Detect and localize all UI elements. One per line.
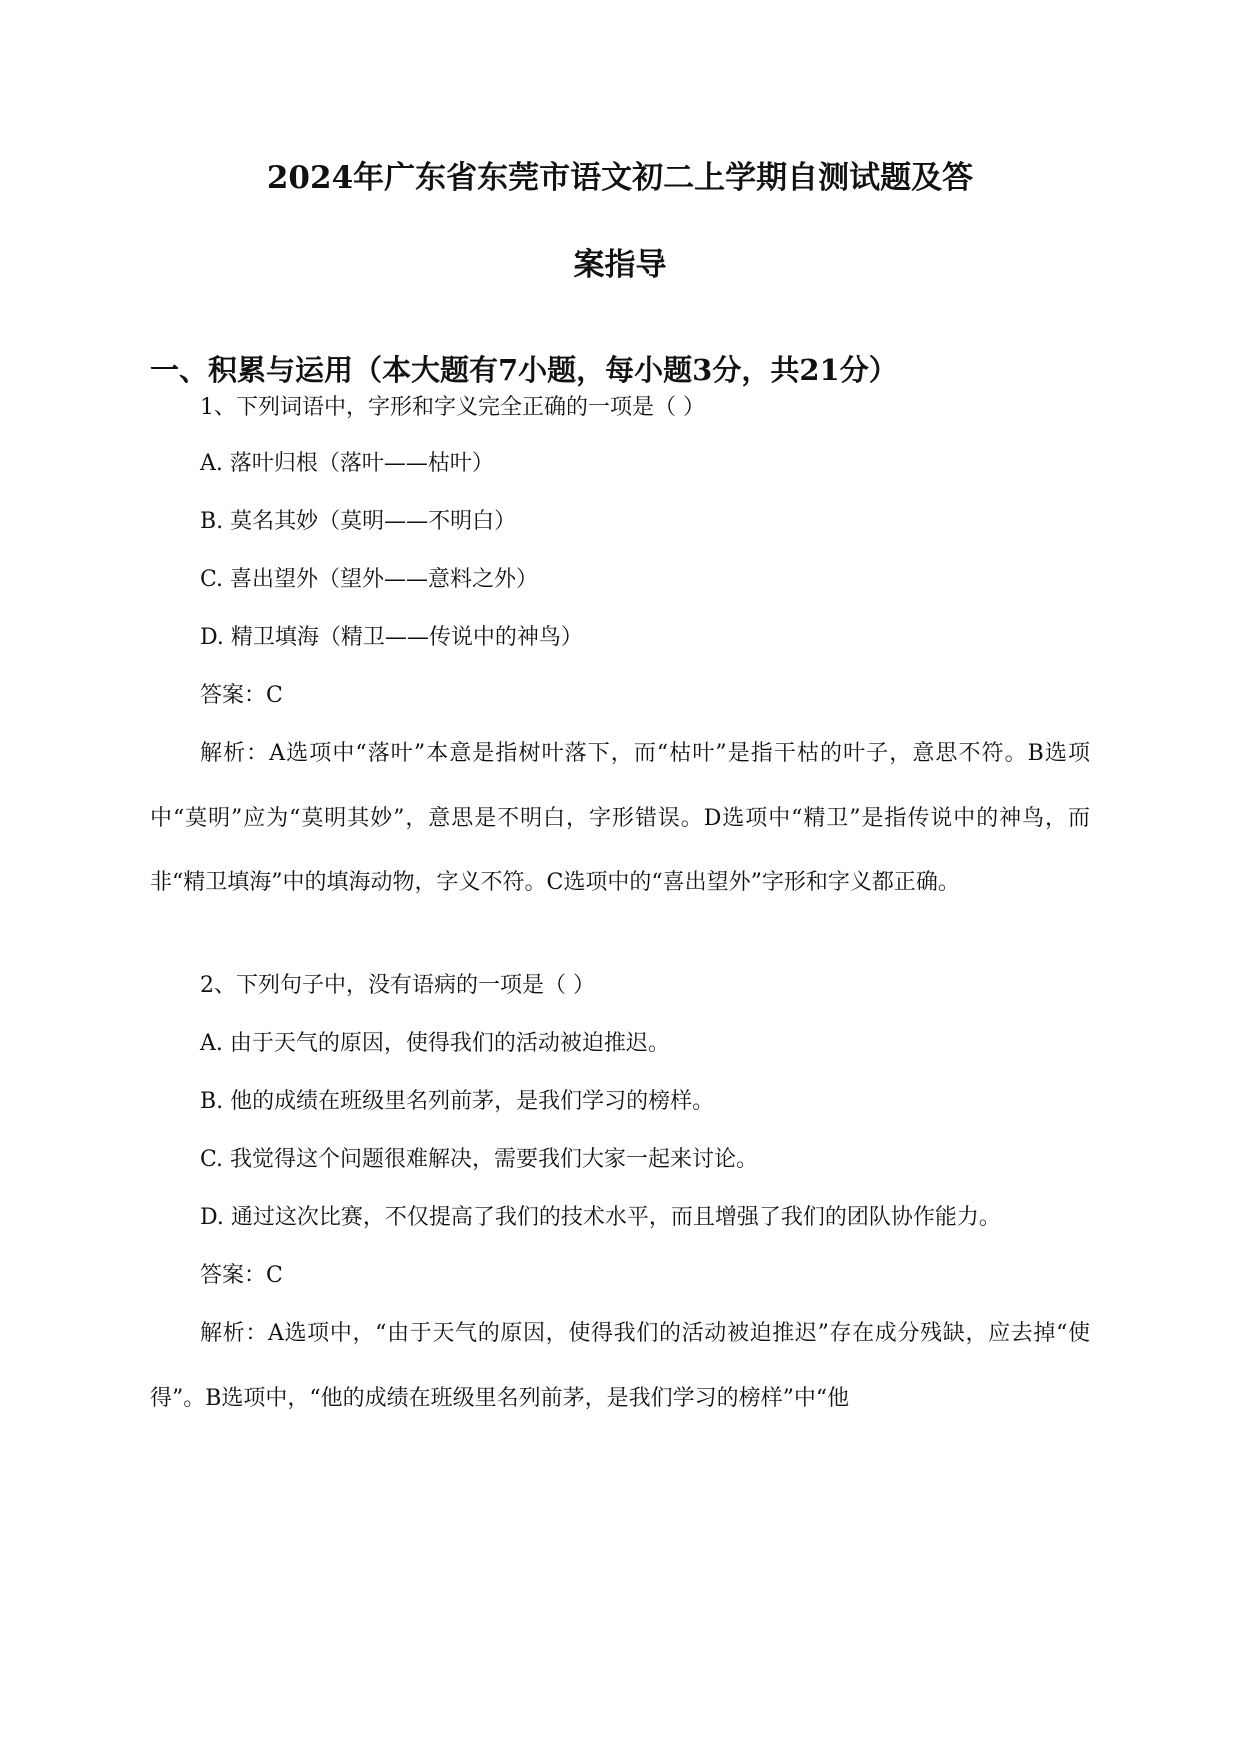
question-1-answer: 答案：C bbox=[200, 683, 283, 708]
question-2-answer: 答案：C bbox=[200, 1263, 283, 1288]
question-1-stem: 1、下列词语中，字形和字义完全正确的一项是（ ） bbox=[200, 395, 705, 420]
question-1-analysis: 解析：A选项中“落叶”本意是指树叶落下，而“枯叶”是指干枯的叶子，意思不符。B选项中“莫明”应为“莫明其妙”，意思是不明白，字形错误。D选项中“精卫”是指传说中的神鸟，而非“精卫填海”中的填海动物，字义不符。C选项中的“喜出望外”字形和字义都正确。 bbox=[150, 741, 1090, 895]
question-1-option-d: D. 精卫填海（精卫——传说中的神鸟） bbox=[200, 625, 583, 650]
document-title-line-2: 案指导 bbox=[573, 247, 667, 283]
document-title-line-1: 2024年广东省东莞市语文初二上学期自测试题及答 bbox=[266, 160, 974, 196]
question-2-option-c: C. 我觉得这个问题很难解决，需要我们大家一起来讨论。 bbox=[200, 1147, 759, 1172]
question-2-option-a: A. 由于天气的原因，使得我们的活动被迫推迟。 bbox=[200, 1031, 670, 1056]
question-1-option-c: C. 喜出望外（望外——意料之外） bbox=[200, 567, 539, 592]
question-2-option-b: B. 他的成绩在班级里名列前茅，是我们学习的榜样。 bbox=[200, 1089, 715, 1114]
question-2-analysis: 解析：A选项中，“由于天气的原因，使得我们的活动被迫推迟”存在成分残缺，应去掉“使得”。B选项中，“他的成绩在班级里名列前茅，是我们学习的榜样”中“他 bbox=[150, 1321, 1090, 1411]
question-1-option-a: A. 落叶归根（落叶——枯叶） bbox=[200, 451, 494, 476]
question-2-option-d: D. 通过这次比赛，不仅提高了我们的技术水平，而且增强了我们的团队协作能力。 bbox=[200, 1205, 1001, 1230]
question-2-stem: 2、下列句子中，没有语病的一项是（ ） bbox=[200, 973, 595, 998]
question-1-option-b: B. 莫名其妙（莫明——不明白） bbox=[200, 509, 517, 534]
section-heading: 一、积累与运用（本大题有7小题，每小题3分，共21分） bbox=[150, 353, 898, 387]
